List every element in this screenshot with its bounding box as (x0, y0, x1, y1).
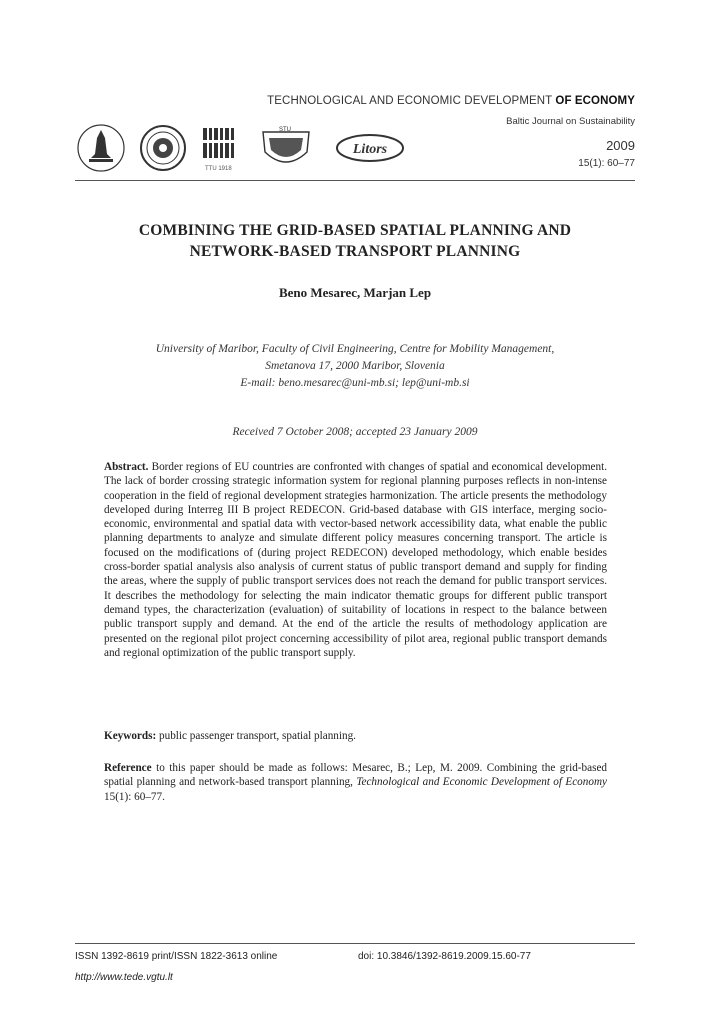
journal-name-emphasis: OF ECONOMY (555, 95, 635, 107)
stu-crest-logo (263, 127, 309, 162)
stu-logo-text: STU (279, 127, 291, 133)
litors-logo (337, 135, 403, 161)
ttu-logo-text: TTU 1918 (205, 166, 232, 172)
institution-logos (75, 122, 415, 174)
issn: ISSN 1392-8619 print/ISSN 1822-3613 online (75, 951, 278, 962)
academy-seal-logo (78, 125, 124, 171)
abstract (104, 460, 607, 660)
journal-name (267, 95, 635, 107)
affiliation-email: E-mail: beno.mesarec@uni-mb.si; lep@uni-mb.si (240, 377, 470, 389)
reference-journal: Technological and Economic Development of Economy (356, 776, 607, 789)
journal-name-prefix: TECHNOLOGICAL AND ECONOMIC DEVELOPMENT (267, 95, 553, 107)
abstract-text: Border regions of EU countries are confronted with changes of spatial and economical development. The lack of border crossing strategic information system for regional planning purposes reflects in non-intense cooperation in the field of regional development strategies harmonization. The article presents the methodology developed during Interreg III B project REDECON. Grid-based database with GIS interface, merging socio-economic, environmental and spatial data with vector-based network accessibility data, what enable the public planning departments to analyze and simulate different policy measures concerning transport. The article is focused on the modifications of (during project REDECON) developed methodology, which enable besides cross-border spatial analysis also analysis of current status of public transport demand and supply for finding the areas, where the supply of public transport services does not reach the demand for public transport services. It describes the methodology for selecting the main indicator thematic groups for different public transport demand types, the characterization (evaluation) of suitability of locations in respect to the balance between public transport supply and demand. At the end of the article the results of methodology application are presented on the regional pilot project concerning accessibility of pilot area, regional public transport demands and regional optimization of the public transport supply. (104, 461, 607, 659)
article-title-line-2: NETWORK-BASED TRANSPORT PLANNING (189, 243, 521, 260)
keywords-text: public passenger transport, spatial planning. (159, 730, 356, 742)
university-seal-logo (141, 126, 185, 170)
article-authors: Beno Mesarec, Marjan Lep (278, 285, 432, 300)
ttu-logo (203, 128, 234, 172)
litors-logo-text: Litors (352, 142, 388, 157)
reference-pages: 15(1): 60–77. (104, 790, 165, 803)
journal-subtitle: Baltic Journal on Sustainability (506, 116, 635, 127)
publication-year: 2009 (606, 138, 635, 153)
keywords (104, 729, 607, 743)
article-title-line-1: COMBINING THE GRID-BASED SPATIAL PLANNING AND (138, 222, 572, 239)
abstract-label: Abstract. (104, 461, 149, 473)
affiliation-line-2: Smetanova 17, 2000 Maribor, Slovenia (265, 360, 445, 372)
received-accepted-dates: Received 7 October 2008; accepted 23 January 2009 (232, 426, 478, 438)
keywords-label: Keywords: (104, 730, 157, 742)
volume-issue-pages: 15(1): 60–77 (578, 158, 635, 169)
reference-label: Reference (104, 762, 152, 774)
affiliation-line-1: University of Maribor, Faculty of Civil Engineering, Centre for Mobility Management, (155, 343, 555, 355)
article-title (75, 220, 635, 262)
journal-url-link[interactable]: http://www.tede.vgtu.lt (75, 972, 173, 983)
doi[interactable]: doi: 10.3846/1392-8619.2009.15.60-77 (358, 951, 531, 962)
citation-reference (104, 761, 607, 804)
header-divider (75, 180, 635, 181)
reference-text: to this paper should be made as follows: Mesarec, B.; Lep, M. 2009. Combining the grid-based spatial planning and network-based transport planning, (104, 762, 608, 789)
footer-divider (75, 943, 635, 944)
author-affiliation (75, 341, 635, 392)
